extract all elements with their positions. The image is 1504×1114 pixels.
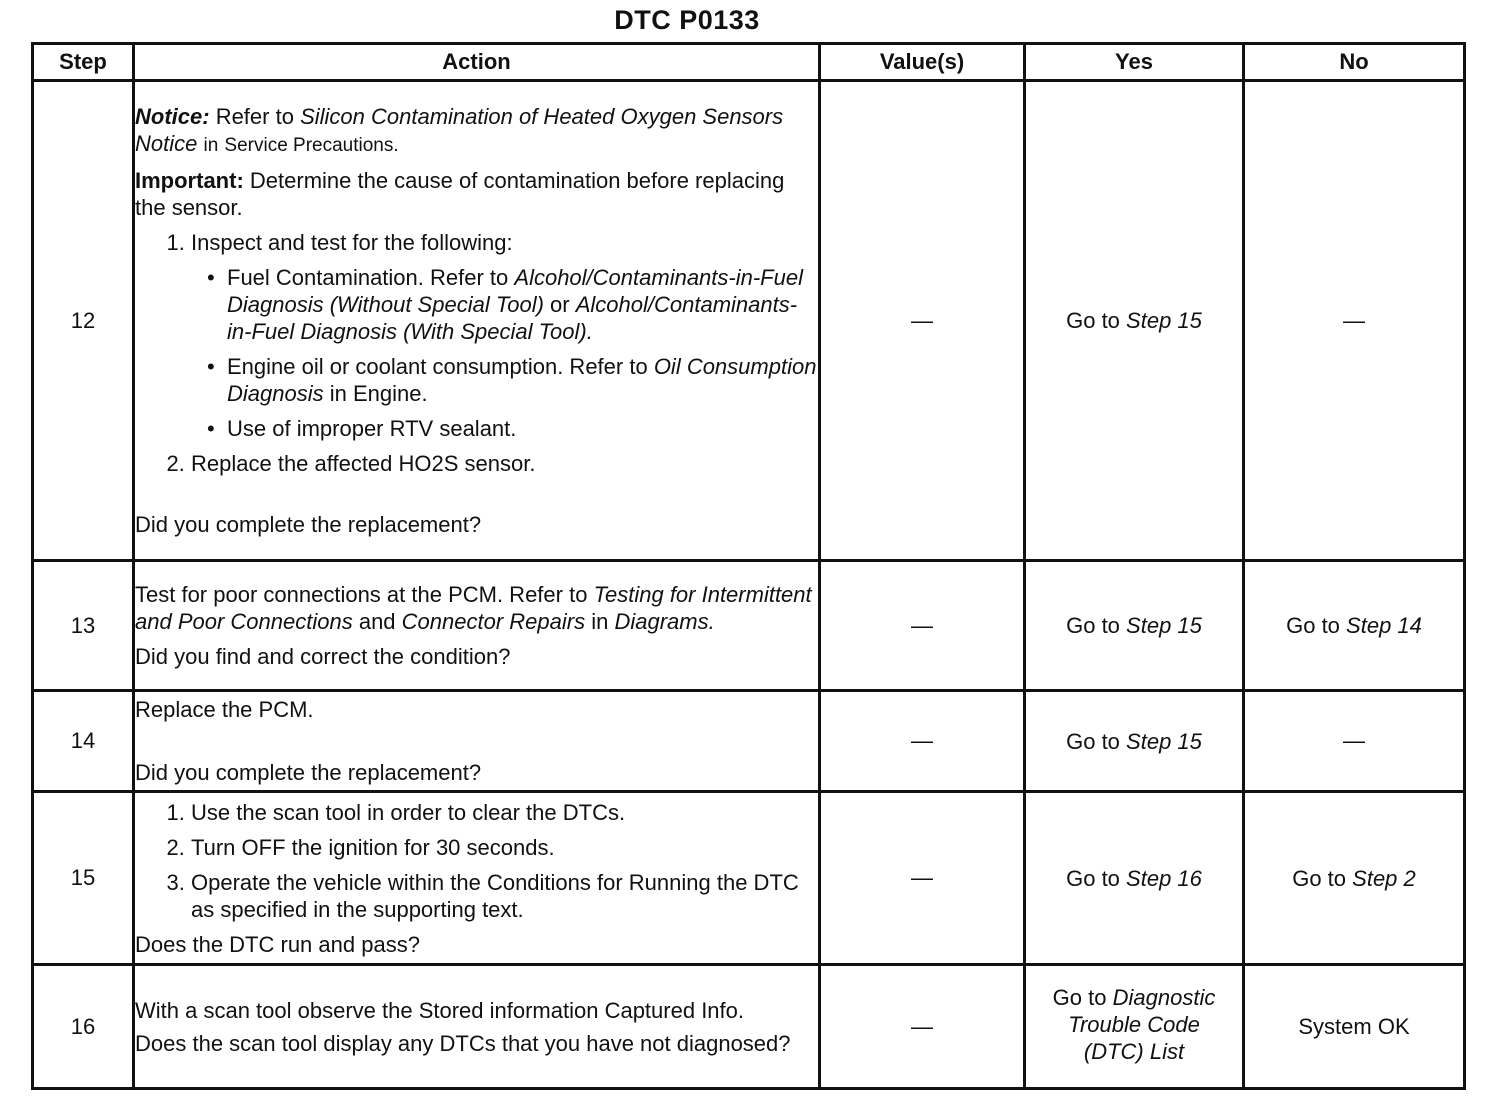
bullet-list xyxy=(191,264,818,442)
value-cell xyxy=(820,691,1025,792)
go-to-prefix: Go to xyxy=(1066,308,1120,333)
list-item-text: Inspect and test for the following: xyxy=(191,230,513,255)
bullet-item xyxy=(227,353,818,407)
notice-paragraph xyxy=(135,103,818,159)
no-cell xyxy=(1244,81,1465,561)
step-number: 12 xyxy=(33,81,134,561)
connector-repairs-link[interactable]: Connector Repairs xyxy=(401,609,586,634)
value-cell xyxy=(820,792,1025,965)
bullet-text: Use of improper RTV sealant. xyxy=(227,416,517,441)
header-values: Value(s) xyxy=(820,44,1025,81)
dtc-list-link[interactable]: Diagnostic Trouble Code (DTC) List xyxy=(1068,985,1216,1064)
notice-text-in: in xyxy=(203,135,219,156)
table-row-step-13 xyxy=(33,561,1465,691)
go-to-step-link[interactable]: Step 16 xyxy=(1126,865,1202,891)
list-item: 2. Turn OFF the ignition for 30 seconds. xyxy=(191,834,818,861)
dtc-table xyxy=(31,42,1466,1090)
question-text: Does the scan tool display any DTCs that you have not diagnosed? xyxy=(135,1031,791,1056)
diagrams-link[interactable]: Diagrams. xyxy=(614,609,715,634)
go-to-prefix: Go to xyxy=(1066,865,1120,891)
dash-value: — xyxy=(911,728,933,753)
procedure-list xyxy=(135,229,818,477)
yes-cell xyxy=(1025,81,1244,561)
header-action: Action xyxy=(134,44,820,81)
go-to-step-link[interactable]: Step 15 xyxy=(1126,728,1202,754)
table-row-step-12 xyxy=(33,81,1465,561)
table-row-step-14 xyxy=(33,691,1465,792)
question-text: Does the DTC run and pass? xyxy=(135,931,420,957)
question-text: Did you complete the replacement? xyxy=(135,512,482,537)
action-and: and xyxy=(358,609,396,634)
action-cell xyxy=(134,561,820,691)
go-to-step-link[interactable]: Step 2 xyxy=(1352,865,1416,891)
fuel-diagnosis-link-without-tool[interactable]: Alcohol/Contaminants-in-Fuel Diagnosis (Without Special Tool) xyxy=(227,265,803,317)
step-number: 16 xyxy=(33,965,134,1089)
list-item-text: Replace the affected HO2S sensor. xyxy=(191,451,536,476)
action-cell xyxy=(134,792,820,965)
list-item xyxy=(191,450,818,477)
table-row-step-16 xyxy=(33,965,1465,1089)
header-step: Step xyxy=(33,44,134,81)
value-cell xyxy=(820,81,1025,561)
step-number: 14 xyxy=(33,691,134,792)
question-text: Did you find and correct the condition? xyxy=(135,644,511,669)
action-cell xyxy=(134,691,820,792)
procedure-list xyxy=(135,799,818,923)
go-to-step-link[interactable]: Step 15 xyxy=(1126,308,1202,333)
list-item: 1. Use the scan tool in order to clear the DTCs. xyxy=(191,799,818,826)
action-cell xyxy=(134,965,820,1089)
go-to-step-link[interactable]: Step 14 xyxy=(1346,613,1422,638)
dash-value: — xyxy=(911,1013,933,1039)
action-in: in xyxy=(591,609,609,634)
notice-text: Refer to xyxy=(215,104,294,129)
fuel-diagnosis-link-with-tool[interactable]: Alcohol/Contaminants-in-Fuel Diagnosis (With Special Tool). xyxy=(227,292,798,344)
dash-value: — xyxy=(1343,307,1365,333)
notice-text-section: Service Precautions. xyxy=(224,135,399,156)
yes-cell xyxy=(1025,691,1244,792)
no-cell xyxy=(1244,561,1465,691)
dash-value: — xyxy=(1343,728,1365,753)
important-text: Determine the cause of contamination before replacing the sensor. xyxy=(135,168,785,220)
header-row xyxy=(33,44,1465,81)
bullet-item xyxy=(227,415,818,442)
value-cell xyxy=(820,561,1025,691)
dash-value: — xyxy=(911,307,933,333)
important-label: Important: xyxy=(135,168,244,193)
yes-cell xyxy=(1025,965,1244,1089)
bullet-text: Engine oil or coolant consumption. Refer to xyxy=(227,354,648,379)
action-text: Test for poor connections at the PCM. Refer to xyxy=(135,582,588,607)
bullet-item xyxy=(227,264,818,345)
system-ok-text: System OK xyxy=(1298,1014,1410,1039)
action-text: Replace the PCM. xyxy=(135,697,314,722)
dash-value: — xyxy=(911,612,933,638)
header-yes: Yes xyxy=(1025,44,1244,81)
testing-connections-link[interactable]: Testing for Intermittent and Poor Connections xyxy=(135,582,812,634)
header-no: No xyxy=(1244,44,1465,81)
notice-link[interactable]: Silicon Contamination of Heated Oxygen Sensors Notice xyxy=(135,104,784,156)
yes-cell xyxy=(1025,792,1244,965)
go-to-prefix: Go to xyxy=(1066,613,1120,638)
yes-cell xyxy=(1025,561,1244,691)
action-paragraph xyxy=(135,581,818,635)
page-title: DTC P0133 xyxy=(614,5,760,35)
value-cell xyxy=(820,965,1025,1089)
list-item xyxy=(191,229,818,442)
question-text: Did you complete the replacement? xyxy=(135,760,482,785)
action-cell xyxy=(134,81,820,561)
important-paragraph xyxy=(135,167,818,221)
no-cell xyxy=(1244,792,1465,965)
step-number: 15 xyxy=(33,792,134,965)
dash-value: — xyxy=(911,865,933,890)
step-number: 13 xyxy=(33,561,134,691)
list-item: 3. Operate the vehicle within the Conditions for Running the DTC as specified in the supporting text. xyxy=(191,869,818,923)
go-to-prefix: Go to xyxy=(1066,728,1120,754)
table-row-step-15 xyxy=(33,792,1465,965)
no-cell xyxy=(1244,965,1465,1089)
bullet-or: or xyxy=(550,292,570,317)
go-to-prefix: Go to xyxy=(1052,985,1107,1010)
go-to-prefix: Go to xyxy=(1286,613,1340,638)
notice-label: Notice: xyxy=(135,104,210,129)
bullet-end: in Engine. xyxy=(329,381,428,406)
no-cell xyxy=(1244,691,1465,792)
go-to-prefix: Go to xyxy=(1292,865,1347,891)
action-text: With a scan tool observe the Stored information Captured Info. xyxy=(135,998,744,1023)
bullet-text: Fuel Contamination. Refer to xyxy=(227,265,509,290)
oil-consumption-link[interactable]: Oil Consumption Diagnosis xyxy=(227,354,817,406)
go-to-step-link[interactable]: Step 15 xyxy=(1126,613,1202,638)
